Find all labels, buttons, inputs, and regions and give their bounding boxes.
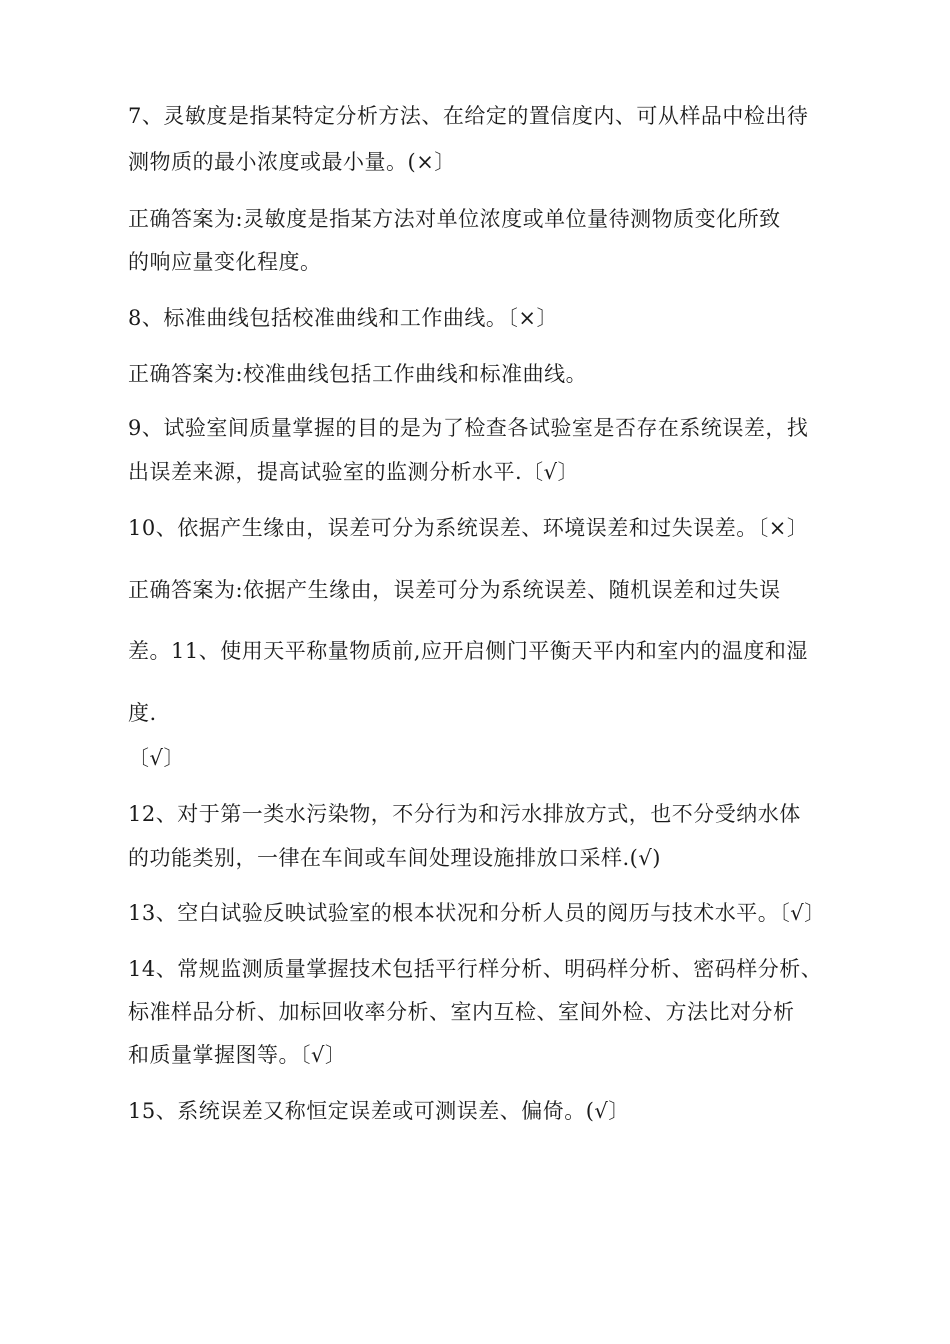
text-line: 差。11、使用天平称量物质前,应开启侧门平衡天平内和室内的温度和湿 (128, 639, 808, 663)
text-line: 的响应量变化程度。 (128, 250, 322, 274)
text-line: 正确答案为:灵敏度是指某方法对单位浓度或单位量待测物质变化所致 (128, 207, 781, 231)
text-line: 10、依据产生缘由，误差可分为系统误差、环境误差和过失误差。〔×〕 (128, 516, 809, 540)
text-line: 正确答案为:校准曲线包括工作曲线和标准曲线。 (128, 362, 588, 386)
text-line: 度. (128, 701, 157, 725)
text-line: 正确答案为:依据产生缘由，误差可分为系统误差、随机误差和过失误 (128, 578, 781, 602)
text-line: 标准样品分析、加标回收率分析、室内互检、室间外检、方法比对分析 (128, 1000, 795, 1024)
text-line: 15、系统误差又称恒定误差或可测误差、偏倚。(√〕 (128, 1099, 630, 1123)
text-line: 9、试验室间质量掌握的目的是为了检查各试验室是否存在系统误差，找 (128, 416, 809, 440)
text-line: 12、对于第一类水污染物，不分行为和污水排放方式，也不分受纳水体 (128, 802, 801, 826)
text-line: 出误差来源，提高试验室的监测分析水平.〔√〕 (128, 460, 580, 484)
text-line: 14、常规监测质量掌握技术包括平行样分析、明码样分析、密码样分析、 (128, 957, 823, 981)
text-line: 7、灵敏度是指某特定分析方法、在给定的置信度内、可从样品中检出待 (128, 104, 809, 128)
text-line: 和质量掌握图等。〔√〕 (128, 1043, 347, 1067)
text-line: 测物质的最小浓度或最小量。(×〕 (128, 150, 456, 174)
text-line: 13、空白试验反映试验室的根本状况和分析人员的阅历与技术水平。〔√〕 (128, 901, 826, 925)
text-line: 〔√〕 (128, 746, 185, 770)
text-line: 的功能类别，一律在车间或车间处理设施排放口采样.(√) (128, 846, 661, 870)
text-line: 8、标准曲线包括校准曲线和工作曲线。〔×〕 (128, 306, 558, 330)
